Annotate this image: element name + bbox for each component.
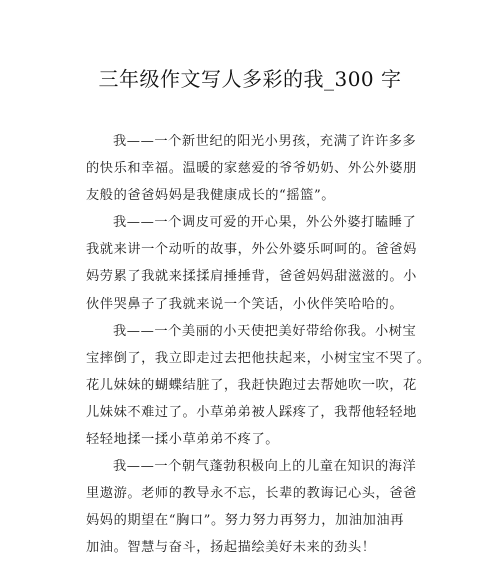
text-line: 妈劳累了我就来揉揉肩捶捶背，爸爸妈妈甜滋滋的。小 [86, 269, 417, 285]
text-line: 轻轻地揉一揉小草弟弟不疼了。 [86, 432, 280, 448]
text-line: 我——一个新世纪的阳光小男孩，充满了许许多多 [113, 134, 417, 149]
text-line: 伙伴哭鼻子了我就来说一个笑话，小伙伴笑哈哈的。 [86, 296, 404, 312]
document-body [86, 128, 431, 562]
text-line: 里遨游。老师的教导永不忘，长辈的教诲记心头，爸爸 [86, 486, 417, 502]
text-line: 儿妹妹不难过了。小草弟弟被人踩疼了，我帮他轻轻地 [86, 404, 417, 420]
text-line: 我就来讲一个动听的故事，外公外婆乐呵呵的。爸爸妈 [86, 242, 417, 258]
text-line: 花儿妹妹的蝴蝶结脏了，我赶快跑过去帮她吹一吹，花 [86, 377, 417, 393]
text-line: 宝摔倒了，我立即走过去把他扶起来，小树宝宝不哭了。 [86, 350, 431, 366]
text-line: 加油。智慧与奋斗，扬起描绘美好未来的劲头！ [86, 540, 376, 556]
text-line: 的快乐和幸福。温暖的家慈爱的爷爷奶奶、外公外婆朋 [86, 161, 417, 177]
text-line: 我——一个调皮可爱的开心果，外公外婆打瞌睡了 [113, 215, 417, 231]
text-line: 妈妈的期望在“胸口”。努力努力再努力，加油加油再 [86, 513, 405, 529]
text-line: 友般的爸爸妈妈是我健康成长的“摇篮”。 [86, 188, 336, 204]
text-line: 我——一个美丽的小天使把美好带给你我。小树宝 [113, 323, 417, 339]
document-title: 三年级作文写人多彩的我_300 字 [98, 67, 402, 91]
text-line: 我——一个朝气蓬勃积极向上的儿童在知识的海洋 [113, 459, 417, 475]
